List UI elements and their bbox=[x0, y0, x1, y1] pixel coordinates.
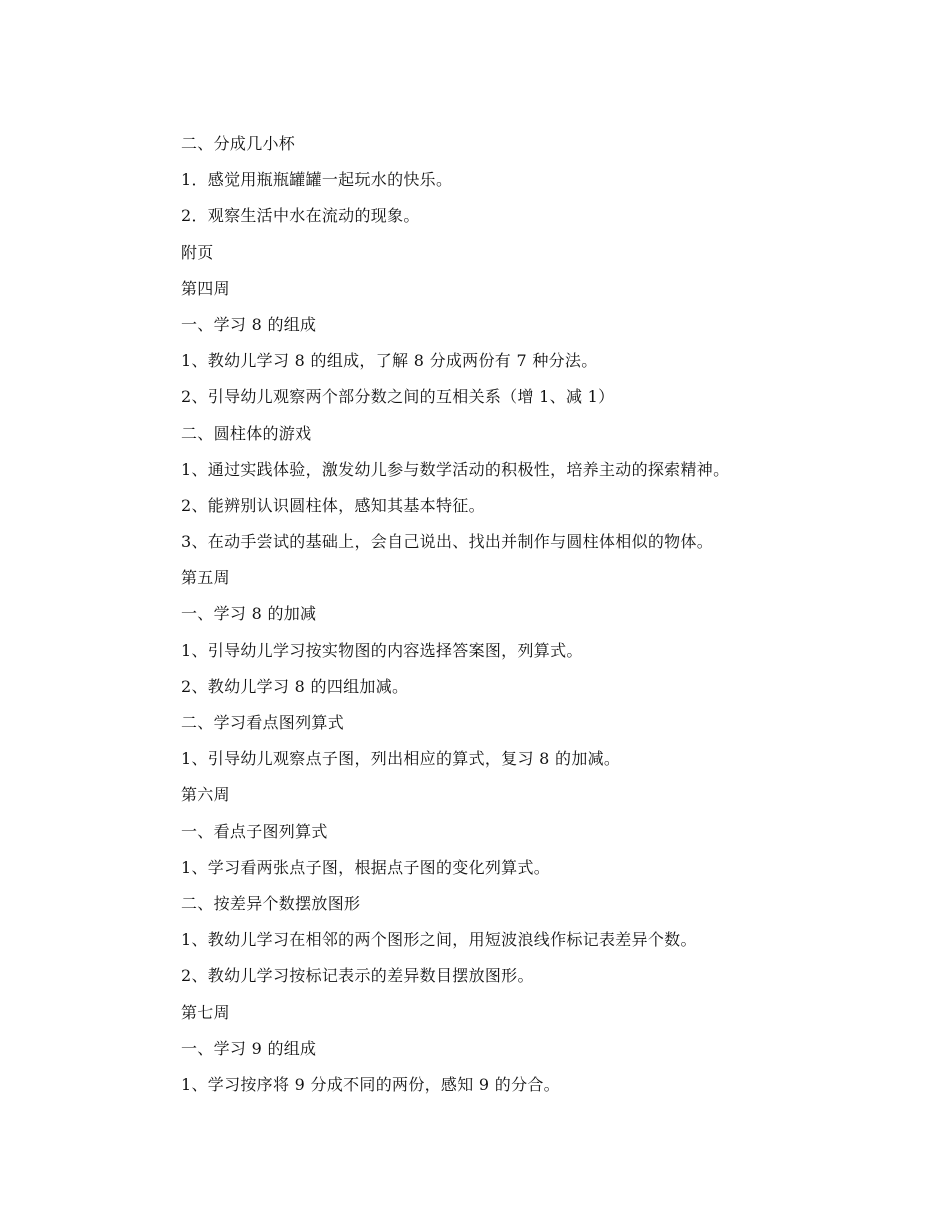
week-heading: 第五周 bbox=[181, 568, 230, 588]
section-heading: 二、按差异个数摆放图形 bbox=[181, 893, 361, 913]
week-heading: 第六周 bbox=[181, 785, 230, 805]
section-heading: 二、圆柱体的游戏 bbox=[181, 423, 312, 443]
list-item: 1、学习按序将 9 分成不同的两份，感知 9 的分合。 bbox=[181, 1074, 560, 1094]
list-item: 1．感觉用瓶瓶罐罐一起玩水的快乐。 bbox=[181, 170, 453, 190]
list-item: 2、教幼儿学习按标记表示的差异数目摆放图形。 bbox=[181, 966, 534, 986]
week-heading: 第七周 bbox=[181, 1002, 230, 1022]
list-item: 2、教幼儿学习 8 的四组加减。 bbox=[181, 676, 409, 696]
document-body bbox=[181, 126, 881, 1103]
list-item: 1、通过实践体验，激发幼儿参与数学活动的积极性，培养主动的探索精神。 bbox=[181, 459, 730, 479]
section-heading: 一、看点子图列算式 bbox=[181, 821, 328, 841]
list-item: 3、在动手尝试的基础上，会自己说出、找出并制作与圆柱体相似的物体。 bbox=[181, 532, 714, 552]
list-item: 2．观察生活中水在流动的现象。 bbox=[181, 206, 420, 226]
section-heading: 一、学习 9 的组成 bbox=[181, 1038, 317, 1058]
list-item: 1、教幼儿学习在相邻的两个图形之间，用短波浪线作标记表差异个数。 bbox=[181, 930, 697, 950]
appendix-heading: 附页 bbox=[181, 242, 214, 262]
week-heading: 第四周 bbox=[181, 278, 230, 298]
list-item: 1、引导幼儿观察点子图，列出相应的算式，复习 8 的加减。 bbox=[181, 749, 621, 769]
section-heading: 二、分成几小杯 bbox=[181, 134, 296, 153]
section-heading: 二、学习看点图列算式 bbox=[181, 713, 345, 732]
list-item: 2、能辨别认识圆柱体，感知其基本特征。 bbox=[181, 495, 485, 515]
section-heading: 一、学习 8 的加减 bbox=[181, 604, 317, 624]
section-heading: 一、学习 8 的组成 bbox=[181, 314, 317, 334]
list-item: 1、学习看两张点子图，根据点子图的变化列算式。 bbox=[181, 857, 551, 877]
list-item: 1、引导幼儿学习按实物图的内容选择答案图，列算式。 bbox=[181, 640, 583, 660]
list-item: 2、引导幼儿观察两个部分数之间的互相关系（增 1、减 1） bbox=[181, 387, 615, 407]
list-item: 1、教幼儿学习 8 的组成，了解 8 分成两份有 7 种分法。 bbox=[181, 351, 598, 371]
